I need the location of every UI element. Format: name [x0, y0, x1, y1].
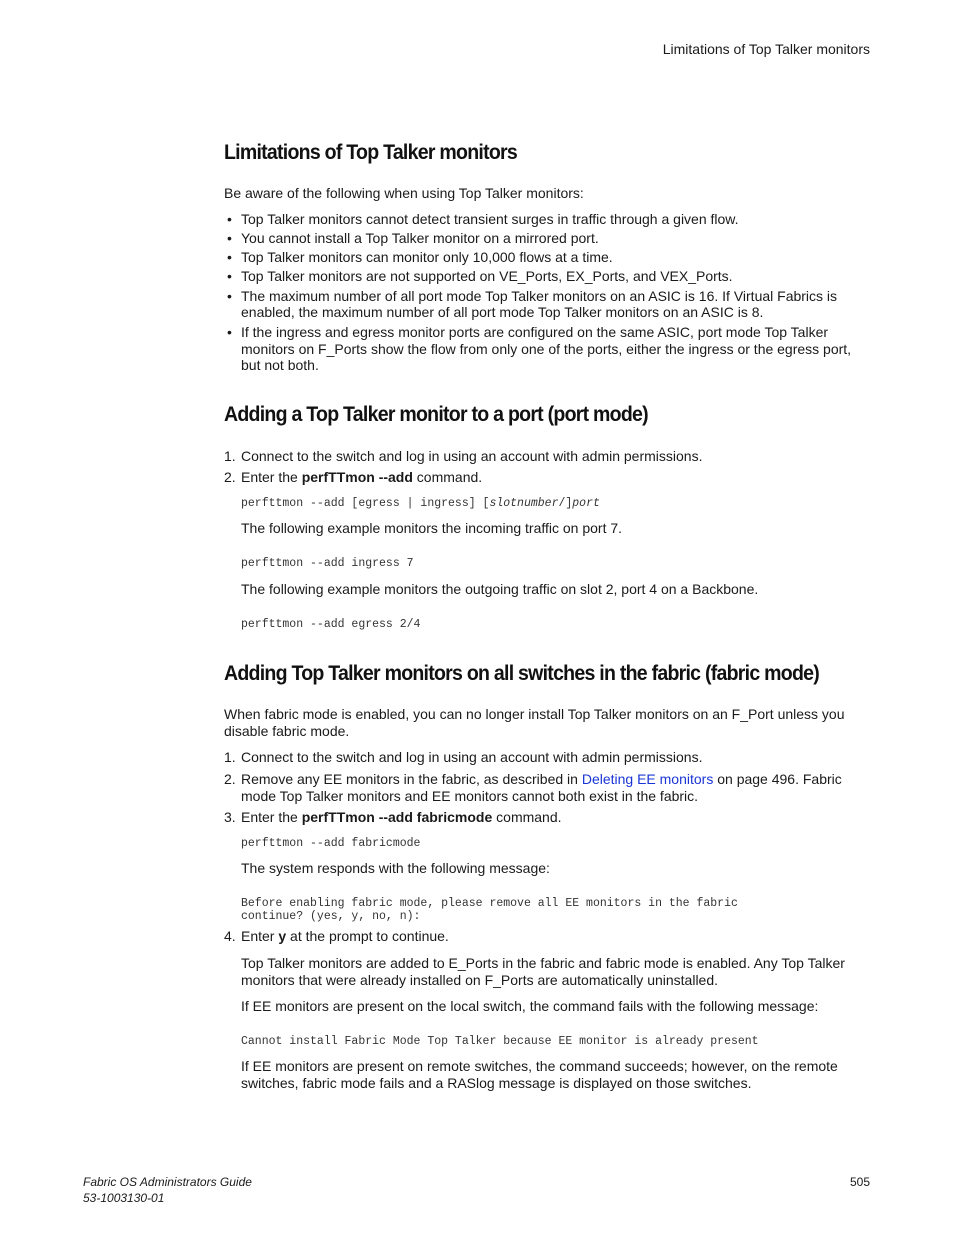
code-message-cont: continue? (yes, y, no, n): [241, 910, 421, 923]
page-number: 505 [849, 1175, 870, 1189]
bullet-item: You cannot install a Top Talker monitor on a mirrored port. [241, 230, 599, 246]
step-text: Connect to the switch and log in using an account with admin permissions. [241, 448, 703, 464]
example-text: The following example monitors the outgoing traffic on slot 2, port 4 on a Backbone. [241, 581, 759, 597]
step-text: Connect to the switch and log in using an account with admin permissions. [241, 749, 703, 765]
result-text-cont: monitors that were already installed on F_Ports are automatically uninstalled. [241, 972, 719, 988]
bullet-marker: • [227, 324, 232, 340]
code-example: perfttmon --add fabricmode [241, 837, 421, 850]
bullet-item-cont: enabled, the maximum number of all port mode Top Talker monitors on an ASIC is 8. [241, 304, 764, 320]
section-title-fabric-mode: Adding Top Talker monitors on all switches in the fabric (fabric mode) [224, 662, 820, 685]
command-syntax: perfttmon --add [egress | ingress] [slotnumber/]port [241, 497, 600, 510]
step-text-cont: mode Top Talker monitors and EE monitors cannot both exist in the fabric. [241, 788, 699, 804]
step-number: 3. [224, 809, 236, 825]
running-head: Limitations of Top Talker monitors [662, 41, 870, 57]
command-name: perfTTmon --add fabricmode [301, 809, 493, 825]
code-message: Before enabling fabric mode, please remove all EE monitors in the fabric [241, 897, 738, 910]
respond-text: The system responds with the following message: [241, 860, 550, 876]
remote-text: If EE monitors are present on remote switches, the command succeeds; however, on the remote [241, 1058, 838, 1074]
bullet-marker: • [227, 249, 232, 265]
section1-intro: Be aware of the following when using Top Talker monitors: [224, 185, 584, 201]
bullet-item: If the ingress and egress monitor ports are configured on the same ASIC, port mode Top Talker [241, 324, 829, 340]
section3-intro-cont: disable fabric mode. [224, 723, 350, 739]
section3-intro: When fabric mode is enabled, you can no longer install Top Talker monitors on an F_Port unless you [224, 706, 845, 722]
code-error-message: Cannot install Fabric Mode Top Talker because EE monitor is already present [241, 1035, 759, 1048]
step-number: 4. [224, 928, 236, 944]
remote-text-cont: switches, fabric mode fails and a RASlog message is displayed on those switches. [241, 1075, 752, 1091]
step-number: 1. [224, 749, 236, 765]
bullet-item-cont: monitors on F_Ports show the flow from only one of the ports, either the ingress or the egress port, [241, 341, 852, 357]
code-example: perfttmon --add ingress 7 [241, 557, 414, 570]
step-text: Enter the perfTTmon --add command. [241, 469, 483, 485]
command-name: perfTTmon --add [301, 469, 413, 485]
bullet-item: Top Talker monitors are not supported on VE_Ports, EX_Ports, and VEX_Ports. [241, 268, 733, 284]
bullet-item-cont: but not both. [241, 357, 319, 373]
result-text: Top Talker monitors are added to E_Ports in the fabric and fabric mode is enabled. Any Top Talker [241, 955, 845, 971]
step-text: Remove any EE monitors in the fabric, as described in Deleting EE monitors on page 496. Fabric [241, 771, 842, 787]
step-number: 2. [224, 469, 236, 485]
local-failure-text: If EE monitors are present on the local switch, the command fails with the following message: [241, 998, 819, 1014]
bullet-marker: • [227, 230, 232, 246]
bullet-item: Top Talker monitors cannot detect transient surges in traffic through a given flow. [241, 211, 739, 227]
section-title-limitations: Limitations of Top Talker monitors [224, 141, 517, 164]
footer-guide-title: Fabric OS Administrators Guide [83, 1175, 252, 1189]
step-text: Enter y at the prompt to continue. [241, 928, 449, 944]
step-number: 1. [224, 448, 236, 464]
deleting-ee-monitors-link[interactable]: Deleting EE monitors [581, 771, 714, 787]
bullet-marker: • [227, 211, 232, 227]
section-title-port-mode: Adding a Top Talker monitor to a port (port mode) [224, 403, 648, 426]
step-text: Enter the perfTTmon --add fabricmode command. [241, 809, 562, 825]
key-y: y [278, 928, 287, 944]
bullet-item: Top Talker monitors can monitor only 10,000 flows at a time. [241, 249, 613, 265]
bullet-marker: • [227, 268, 232, 284]
bullet-marker: • [227, 288, 232, 304]
code-example: perfttmon --add egress 2/4 [241, 618, 421, 631]
step-number: 2. [224, 771, 236, 787]
footer-doc-number: 53-1003130-01 [83, 1191, 165, 1205]
bullet-item: The maximum number of all port mode Top Talker monitors on an ASIC is 16. If Virtual Fabrics is [241, 288, 838, 304]
example-text: The following example monitors the incoming traffic on port 7. [241, 520, 623, 536]
